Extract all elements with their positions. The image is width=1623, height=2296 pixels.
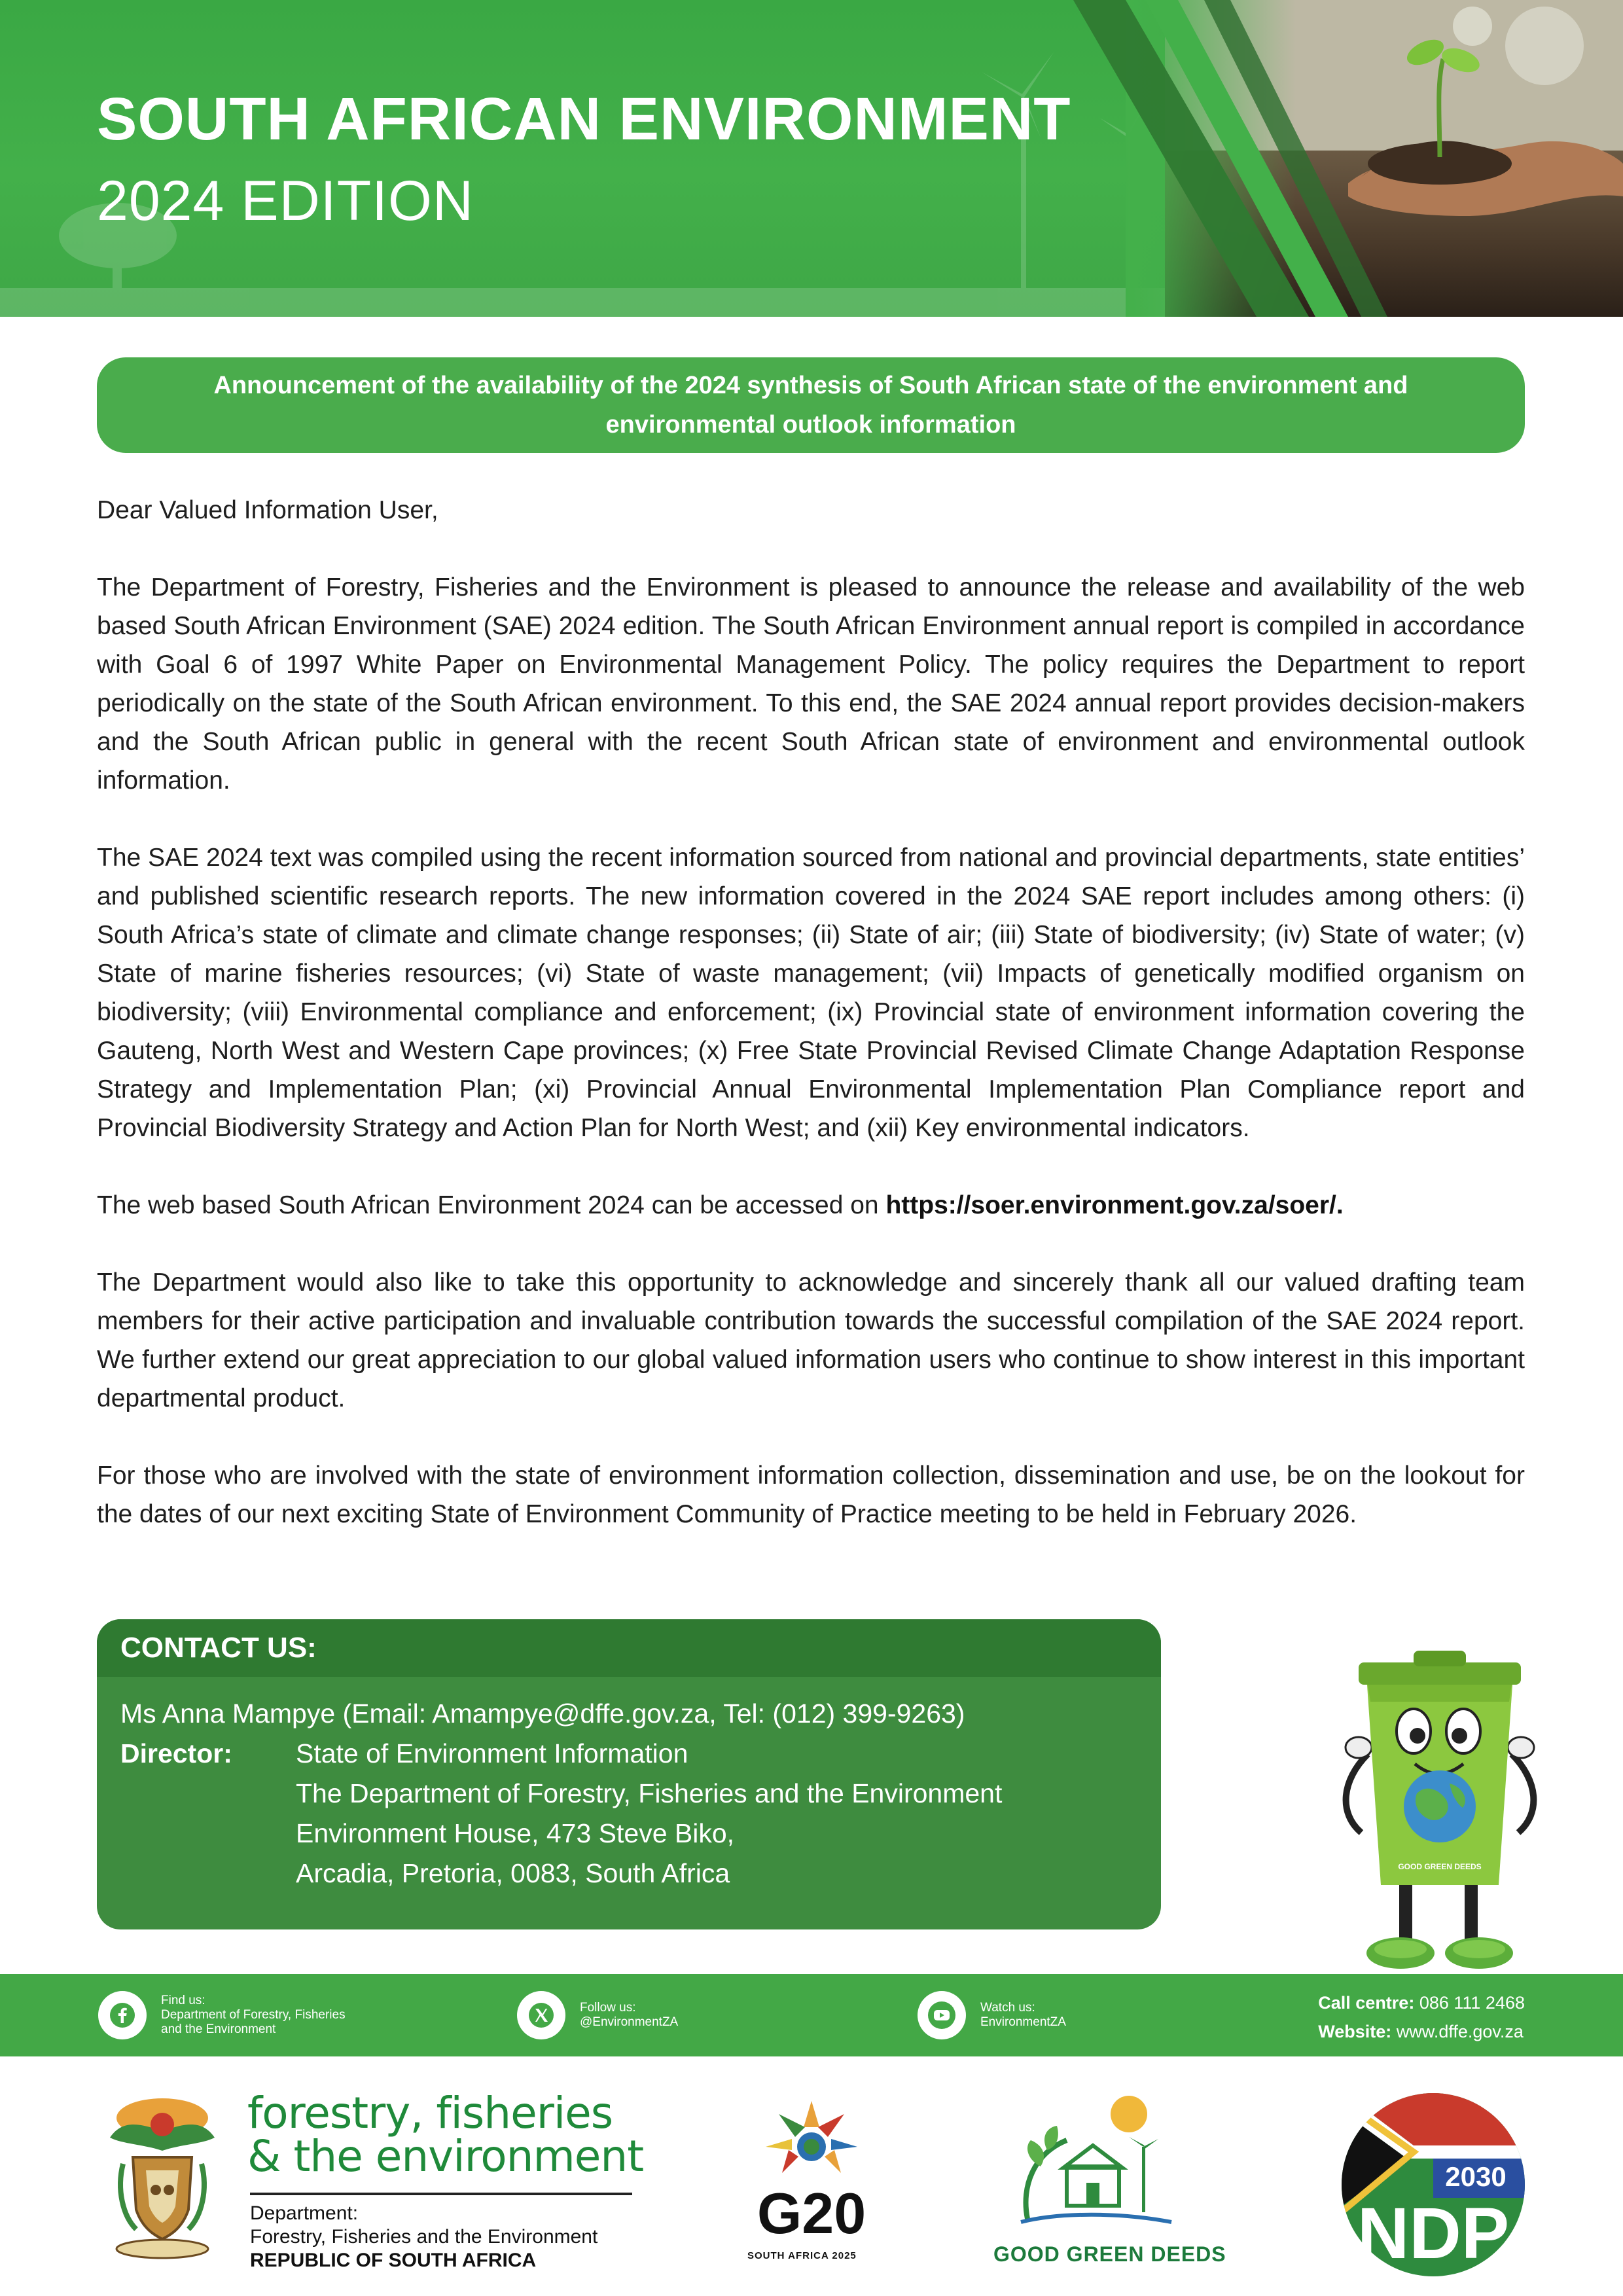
- paragraph-3: [97, 1186, 1525, 1225]
- website-label: Website:: [1318, 2022, 1392, 2041]
- social-footer-bar: [0, 1974, 1623, 2056]
- announcement-text: [213, 366, 1408, 444]
- department-subtitle: [250, 2202, 597, 2272]
- facebook-label: Find us:: [161, 1994, 205, 2007]
- department-full-name: Forestry, Fisheries and the Environment: [250, 2226, 598, 2248]
- ndp-year: 2030: [1445, 2161, 1507, 2192]
- contact-department: The Department of Forestry, Fisheries and the Environment: [296, 1778, 1003, 1808]
- x-text: [580, 2001, 678, 2030]
- paragraph-3-text: The web based South African Environment 2024 can be accessed on: [97, 1191, 886, 1219]
- page-title: SOUTH AFRICAN ENVIRONMENT: [97, 86, 1071, 152]
- call-centre: [1318, 1988, 1525, 2017]
- ndp-logo: [1335, 2087, 1531, 2283]
- g20-subtitle: SOUTH AFRICA 2025: [747, 2250, 857, 2261]
- youtube-text: [980, 2001, 1066, 2030]
- mascot-label: GOOD GREEN DEEDS: [1398, 1862, 1482, 1871]
- contact-role-row: [120, 1734, 1137, 1774]
- x-icon: [517, 1991, 565, 2039]
- soer-link[interactable]: https://soer.environment.gov.za/soer/.: [885, 1191, 1344, 1219]
- paragraph-1: The Department of Forestry, Fisheries and the Environment is pleased to announce the release and availability of the web based South African Environment (SAE) 2024 edition. The South African Environment annual report is compiled in accordance with Goal 6 of 1997 White Paper on Environmental Management Policy. The policy requires the Department to report periodically on the state of the South African environment. To this end, the SAE 2024 annual report provides decision-makers and the South African public in general with the recent South African state of environment and environmental outlook information.: [97, 573, 1525, 795]
- contact-address-1: Environment House, 473 Steve Biko,: [296, 1818, 735, 1848]
- department-label: Department:: [250, 2202, 359, 2224]
- contact-heading: CONTACT US:: [120, 1632, 317, 1664]
- department-logo-line-1: forestry, fisheries: [247, 2088, 613, 2138]
- youtube-icon: [918, 1991, 966, 2039]
- contact-role-label: Director:: [120, 1738, 232, 1768]
- contact-header: [97, 1619, 1161, 1677]
- facebook-name-line-2: and the Environment: [161, 2022, 276, 2036]
- website-url[interactable]: www.dffe.gov.za: [1396, 2022, 1524, 2041]
- good-green-deeds-logo: [1008, 2088, 1178, 2238]
- department-logo-line-2: & the environment: [247, 2131, 644, 2181]
- contact-role: State of Environment Information: [296, 1738, 688, 1768]
- contact-summary: [1318, 1988, 1525, 2046]
- banner-decoration: [0, 0, 1623, 317]
- announcement-line-2: environmental outlook information: [605, 411, 1016, 439]
- paragraph-2: The SAE 2024 text was compiled using the recent information sourced from national and provincial departments, state entities’ and published scientific research reports. The new information covered in the 2024 SAE report includes among others: (i) South Africa’s state of climate and climate change responses; (ii) State of air; (iii) State of biodiversity; (iv) State of water; (v) State of marine fisheries resources; (vi) State of waste management; (vii) Impacts of genetically modified organism on biodiversity; (viii) Environmental compliance and enforcement; (ix) Provincial state of environment information covering the Gauteng, North West and Western Cape provinces; (x) Free State Provincial Revised Climate Change Adaptation Response Strategy and Implementation Plan; (xi) Provincial Annual Environmental Implementation Plan Compliance report and Provincial Biodiversity Strategy and Action Plan for North West; and (xii) Key environmental indicators.: [97, 844, 1525, 1142]
- x-link[interactable]: [517, 1974, 678, 2056]
- contact-details: [97, 1677, 1161, 1893]
- announcement-banner: [97, 357, 1525, 453]
- youtube-link[interactable]: [918, 1974, 1066, 2056]
- g20-logo: [740, 2088, 883, 2251]
- paragraph-5: For those who are involved with the state of environment information collection, dissemination and use, be on the lookout for the dates of our next exciting State of Environment Community of Practice meeting to be held in February 2026.: [97, 1462, 1525, 1528]
- greeting: Dear Valued Information User,: [97, 496, 438, 524]
- facebook-icon: [98, 1991, 147, 2039]
- youtube-channel: EnvironmentZA: [980, 2015, 1066, 2029]
- announcement-line-1: Announcement of the availability of the 2024 synthesis of South African state of the environment and: [213, 372, 1408, 399]
- g20-text: G20: [757, 2181, 866, 2246]
- x-label: Follow us:: [580, 2001, 636, 2015]
- good-green-deeds-text: GOOD GREEN DEEDS: [993, 2242, 1226, 2266]
- youtube-label: Watch us:: [980, 2001, 1035, 2015]
- contact-person: Ms Anna Mampye (Email: Amampye@dffe.gov.za, Tel: (012) 399-9263): [120, 1698, 965, 1729]
- facebook-name-line-1: Department of Forestry, Fisheries: [161, 2008, 346, 2022]
- department-logo-text: [247, 2088, 644, 2181]
- recycle-bin-mascot: [1335, 1636, 1544, 1977]
- page-subtitle: 2024 EDITION: [97, 170, 474, 232]
- call-centre-label: Call centre:: [1318, 1993, 1415, 2013]
- paragraph-4: The Department would also like to take this opportunity to acknowledge and sincerely thank all our valued drafting team members for their active participation and invaluable contribution towards the successful compilation of the SAE 2024 report. We further extend our great appreciation to our global valued information users who continue to show interest in this important departmental product.: [97, 1268, 1525, 1412]
- facebook-text: [161, 1994, 346, 2037]
- website: [1318, 2017, 1525, 2046]
- call-centre-number: 086 111 2468: [1419, 1993, 1525, 2013]
- facebook-link[interactable]: [98, 1974, 346, 2056]
- header-banner: [0, 0, 1623, 317]
- letter-body: [97, 491, 1525, 1572]
- republic-label: REPUBLIC OF SOUTH AFRICA: [250, 2250, 537, 2271]
- ndp-text: NDP: [1357, 2193, 1510, 2274]
- department-divider: [250, 2193, 632, 2195]
- contact-box: [97, 1619, 1161, 1929]
- contact-address-2: Arcadia, Pretoria, 0083, South Africa: [296, 1858, 730, 1888]
- coat-of-arms-icon: [97, 2092, 228, 2262]
- x-handle: @EnvironmentZA: [580, 2015, 679, 2029]
